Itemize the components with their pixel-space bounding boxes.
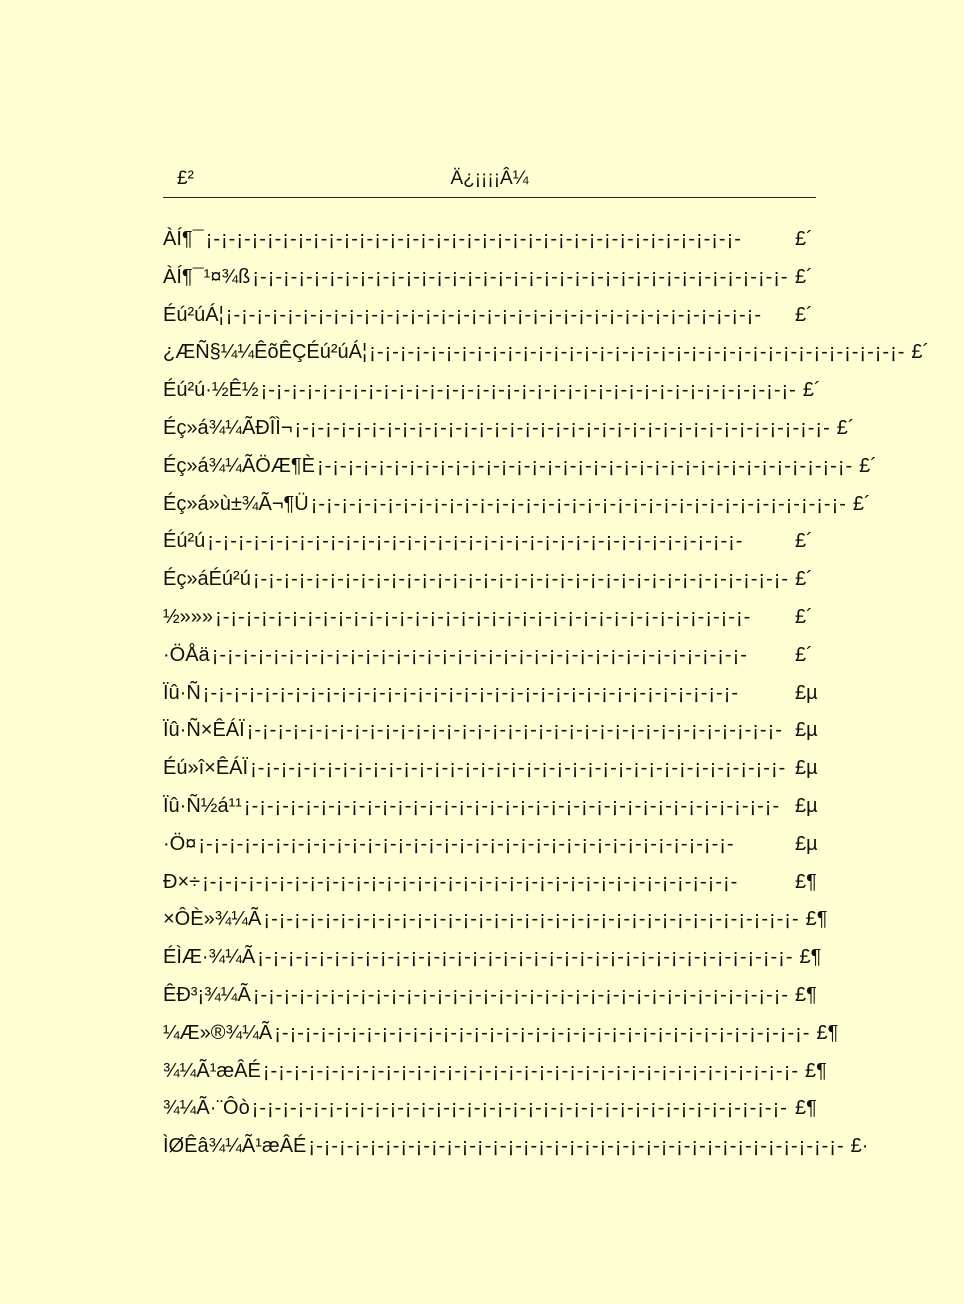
toc-entry-leader: ¡-¡-¡-¡-¡-¡-¡-¡-¡-¡-¡-¡-¡-¡-¡-¡-¡-¡-¡-¡-¡-¡-¡-¡-¡-¡-¡-¡-¡-¡-¡-¡-¡-¡-¡- xyxy=(198,832,735,855)
toc-entry[interactable] xyxy=(163,259,823,297)
toc-entry[interactable] xyxy=(163,864,823,902)
toc-entry-leader: ¡-¡-¡-¡-¡-¡-¡-¡-¡-¡-¡-¡-¡-¡-¡-¡-¡-¡-¡-¡-¡-¡-¡-¡-¡-¡-¡-¡-¡-¡-¡-¡-¡-¡-¡- xyxy=(211,643,748,666)
table-of-contents xyxy=(163,221,930,1166)
toc-entry-label: Ïû·Ñ xyxy=(163,681,201,704)
toc-entry-page-number: £¶ xyxy=(795,870,817,893)
toc-entry[interactable] xyxy=(163,599,823,637)
header-title: Ä¿¡¡¡¡Â¼ xyxy=(450,168,529,189)
toc-entry-label: Éú»î×ÊÁÏ xyxy=(163,757,249,780)
toc-entry-label: ¼Æ»®¾¼Ã xyxy=(163,1021,273,1044)
toc-entry[interactable] xyxy=(163,523,823,561)
toc-entry-label: ×ÔÈ»¾¼Ã xyxy=(163,908,262,931)
toc-entry-leader: ¡-¡-¡-¡-¡-¡-¡-¡-¡-¡-¡-¡-¡-¡-¡-¡-¡-¡-¡-¡-¡-¡-¡-¡-¡-¡-¡-¡-¡-¡-¡-¡-¡-¡-¡- xyxy=(252,265,789,288)
toc-entry[interactable] xyxy=(163,334,930,372)
toc-entry-page-number: £´ xyxy=(859,454,877,477)
toc-entry-label: ·Ö¤ xyxy=(163,832,197,855)
toc-entry[interactable] xyxy=(163,561,823,599)
toc-entry-page-number: £´ xyxy=(795,530,813,553)
toc-entry[interactable] xyxy=(163,750,823,788)
toc-entry-page-number: £´ xyxy=(802,379,821,402)
toc-entry-label: Éç»á¾¼ÃÐÎÌ¬ xyxy=(163,416,293,439)
toc-entry-page-number: £´ xyxy=(795,643,813,666)
toc-entry-leader: ¡-¡-¡-¡-¡-¡-¡-¡-¡-¡-¡-¡-¡-¡-¡-¡-¡-¡-¡-¡-¡-¡-¡-¡-¡-¡-¡-¡-¡-¡-¡-¡-¡-¡-¡- xyxy=(262,1059,800,1082)
toc-entry-leader: ¡-¡-¡-¡-¡-¡-¡-¡-¡-¡-¡-¡-¡-¡-¡-¡-¡-¡-¡-¡-¡-¡-¡-¡-¡-¡-¡-¡-¡-¡-¡-¡-¡-¡-¡- xyxy=(257,946,794,969)
toc-entry-page-number: £µ xyxy=(795,719,818,742)
toc-entry[interactable] xyxy=(163,712,823,750)
toc-entry-label: Éç»á¾¼ÃÖÆ¶È xyxy=(163,454,315,477)
toc-entry-page-number: £´ xyxy=(852,492,871,515)
toc-entry-leader: ¡-¡-¡-¡-¡-¡-¡-¡-¡-¡-¡-¡-¡-¡-¡-¡-¡-¡-¡-¡-¡-¡-¡-¡-¡-¡-¡-¡-¡-¡-¡-¡-¡-¡-¡- xyxy=(252,983,790,1006)
toc-entry-label: Ð×÷ xyxy=(163,870,201,893)
toc-entry[interactable] xyxy=(163,901,828,939)
toc-entry[interactable] xyxy=(163,1053,827,1091)
toc-entry-page-number: £· xyxy=(850,1135,869,1158)
toc-entry-leader: ¡-¡-¡-¡-¡-¡-¡-¡-¡-¡-¡-¡-¡-¡-¡-¡-¡-¡-¡-¡-¡-¡-¡-¡-¡-¡-¡-¡-¡-¡-¡-¡-¡-¡-¡- xyxy=(215,605,752,628)
toc-entry[interactable] xyxy=(163,675,823,713)
toc-entry-leader: ¡-¡-¡-¡-¡-¡-¡-¡-¡-¡-¡-¡-¡-¡-¡-¡-¡-¡-¡-¡-¡-¡-¡-¡-¡-¡-¡-¡-¡-¡-¡-¡-¡-¡-¡- xyxy=(316,454,854,477)
toc-entry-label: ½»»» xyxy=(163,605,214,628)
toc-entry[interactable] xyxy=(163,372,823,410)
toc-entry-page-number: £´ xyxy=(795,265,813,288)
toc-entry-leader: ¡-¡-¡-¡-¡-¡-¡-¡-¡-¡-¡-¡-¡-¡-¡-¡-¡-¡-¡-¡-¡-¡-¡-¡-¡-¡-¡-¡-¡-¡-¡-¡-¡-¡-¡- xyxy=(310,492,847,515)
toc-entry-page-number: £µ xyxy=(795,681,818,704)
toc-entry[interactable] xyxy=(163,977,823,1015)
toc-entry-page-number: £¶ xyxy=(805,908,828,931)
toc-entry-leader: ¡-¡-¡-¡-¡-¡-¡-¡-¡-¡-¡-¡-¡-¡-¡-¡-¡-¡-¡-¡-¡-¡-¡-¡-¡-¡-¡-¡-¡-¡-¡-¡-¡-¡-¡- xyxy=(263,908,800,931)
toc-entry-page-number: £µ xyxy=(795,794,818,817)
toc-entry-leader: ¡-¡-¡-¡-¡-¡-¡-¡-¡-¡-¡-¡-¡-¡-¡-¡-¡-¡-¡-¡-¡-¡-¡-¡-¡-¡-¡-¡-¡-¡-¡-¡-¡-¡-¡- xyxy=(205,228,742,250)
toc-entry[interactable] xyxy=(163,486,871,524)
toc-entry-leader: ¡-¡-¡-¡-¡-¡-¡-¡-¡-¡-¡-¡-¡-¡-¡-¡-¡-¡-¡-¡-¡-¡-¡-¡-¡-¡-¡-¡-¡-¡-¡-¡-¡-¡-¡- xyxy=(251,1097,788,1120)
toc-entry-page-number: £´ xyxy=(795,568,813,591)
toc-entry-leader: ¡-¡-¡-¡-¡-¡-¡-¡-¡-¡-¡-¡-¡-¡-¡-¡-¡-¡-¡-¡-¡-¡-¡-¡-¡-¡-¡-¡-¡-¡-¡-¡-¡-¡-¡- xyxy=(202,681,740,704)
toc-entry-label: ÀÍ¶¯ xyxy=(163,228,204,250)
toc-entry-leader: ¡-¡-¡-¡-¡-¡-¡-¡-¡-¡-¡-¡-¡-¡-¡-¡-¡-¡-¡-¡-¡-¡-¡-¡-¡-¡-¡-¡-¡-¡-¡-¡-¡-¡-¡- xyxy=(252,568,790,591)
toc-entry-page-number: £¶ xyxy=(816,1021,839,1044)
toc-entry-leader: ¡-¡-¡-¡-¡-¡-¡-¡-¡-¡-¡-¡-¡-¡-¡-¡-¡-¡-¡-¡-¡-¡-¡-¡-¡-¡-¡-¡-¡-¡-¡-¡-¡-¡-¡- xyxy=(250,757,787,780)
toc-entry-page-number: £´ xyxy=(795,228,813,250)
toc-entry-page-number: £´ xyxy=(795,303,813,326)
toc-entry[interactable] xyxy=(163,826,823,864)
toc-entry[interactable] xyxy=(163,410,855,448)
toc-entry-page-number: £´ xyxy=(836,416,855,439)
page-header xyxy=(163,166,816,198)
toc-entry-label: ÀÍ¶¯¹¤¾ß xyxy=(163,265,251,288)
toc-entry[interactable] xyxy=(163,1090,823,1128)
toc-entry[interactable] xyxy=(163,1128,869,1166)
toc-entry-label: Éç»áÉú²ú xyxy=(163,568,251,591)
toc-entry-leader: ¡-¡-¡-¡-¡-¡-¡-¡-¡-¡-¡-¡-¡-¡-¡-¡-¡-¡-¡-¡-¡-¡-¡-¡-¡-¡-¡-¡-¡-¡-¡-¡-¡-¡-¡- xyxy=(246,719,783,742)
toc-entry-page-number: £´ xyxy=(795,605,813,628)
page-number: £² xyxy=(177,168,194,189)
toc-entry[interactable] xyxy=(163,788,823,826)
toc-entry-leader: ¡-¡-¡-¡-¡-¡-¡-¡-¡-¡-¡-¡-¡-¡-¡-¡-¡-¡-¡-¡-¡-¡-¡-¡-¡-¡-¡-¡-¡-¡-¡-¡-¡-¡-¡- xyxy=(202,870,739,893)
toc-entry[interactable] xyxy=(163,939,823,977)
toc-entry-page-number: £¶ xyxy=(795,983,817,1006)
toc-entry-page-number: £´ xyxy=(911,341,930,364)
toc-entry-leader: ¡-¡-¡-¡-¡-¡-¡-¡-¡-¡-¡-¡-¡-¡-¡-¡-¡-¡-¡-¡-¡-¡-¡-¡-¡-¡-¡-¡-¡-¡-¡-¡-¡-¡-¡- xyxy=(225,303,762,326)
toc-entry-page-number: £¶ xyxy=(799,946,822,969)
toc-entry-label: Ïû·Ñ×ÊÁÏ xyxy=(163,719,245,742)
toc-entry-leader: ¡-¡-¡-¡-¡-¡-¡-¡-¡-¡-¡-¡-¡-¡-¡-¡-¡-¡-¡-¡-¡-¡-¡-¡-¡-¡-¡-¡-¡-¡-¡-¡-¡-¡-¡- xyxy=(207,530,744,553)
toc-entry-label: ·ÖÅä xyxy=(163,643,210,666)
toc-entry-leader: ¡-¡-¡-¡-¡-¡-¡-¡-¡-¡-¡-¡-¡-¡-¡-¡-¡-¡-¡-¡-¡-¡-¡-¡-¡-¡-¡-¡-¡-¡-¡-¡-¡-¡-¡- xyxy=(274,1021,811,1044)
toc-entry-page-number: £¶ xyxy=(795,1097,817,1120)
toc-entry-label: ¾¼Ã·¨Ôò xyxy=(163,1097,250,1120)
toc-entry-label: Éú²ú·½Ê½ xyxy=(163,379,259,402)
toc-entry-label: Éú²úÁ¦ xyxy=(163,303,224,326)
toc-entry-leader: ¡-¡-¡-¡-¡-¡-¡-¡-¡-¡-¡-¡-¡-¡-¡-¡-¡-¡-¡-¡-¡-¡-¡-¡-¡-¡-¡-¡-¡-¡-¡-¡-¡-¡-¡- xyxy=(260,379,797,402)
toc-entry[interactable] xyxy=(163,637,823,675)
toc-entry-label: ÌØÊâ¾¼Ã¹æÂÉ xyxy=(163,1135,307,1158)
toc-entry-label: ÊÐ³¡¾¼Ã xyxy=(163,983,251,1006)
toc-entry[interactable] xyxy=(163,1015,839,1053)
toc-entry-label: ¿ÆÑ§¼¼ÊõÊÇÉú²úÁ¦ xyxy=(163,341,368,364)
toc-entry-page-number: £µ xyxy=(795,757,818,780)
toc-entry-label: Éç»á»ù±¾Ã¬¶Ü xyxy=(163,492,309,515)
toc-entry-leader: ¡-¡-¡-¡-¡-¡-¡-¡-¡-¡-¡-¡-¡-¡-¡-¡-¡-¡-¡-¡-¡-¡-¡-¡-¡-¡-¡-¡-¡-¡-¡-¡-¡-¡-¡- xyxy=(243,794,781,817)
toc-entry-label: Éú²ú xyxy=(163,530,206,553)
toc-entry-label: ÉÌÆ·¾¼Ã xyxy=(163,946,256,969)
toc-entry-label: Ïû·Ñ½á¹¹ xyxy=(163,794,242,817)
toc-entry[interactable] xyxy=(163,221,823,259)
toc-entry[interactable] xyxy=(163,448,877,486)
toc-entry-leader: ¡-¡-¡-¡-¡-¡-¡-¡-¡-¡-¡-¡-¡-¡-¡-¡-¡-¡-¡-¡-¡-¡-¡-¡-¡-¡-¡-¡-¡-¡-¡-¡-¡-¡-¡- xyxy=(294,416,831,439)
toc-entry[interactable] xyxy=(163,297,823,335)
toc-entry-leader: ¡-¡-¡-¡-¡-¡-¡-¡-¡-¡-¡-¡-¡-¡-¡-¡-¡-¡-¡-¡-¡-¡-¡-¡-¡-¡-¡-¡-¡-¡-¡-¡-¡-¡-¡- xyxy=(369,341,906,364)
toc-entry-leader: ¡-¡-¡-¡-¡-¡-¡-¡-¡-¡-¡-¡-¡-¡-¡-¡-¡-¡-¡-¡-¡-¡-¡-¡-¡-¡-¡-¡-¡-¡-¡-¡-¡-¡-¡- xyxy=(308,1135,845,1158)
toc-entry-page-number: £µ xyxy=(795,832,818,855)
toc-entry-label: ¾¼Ã¹æÂÉ xyxy=(163,1059,261,1082)
toc-entry-page-number: £¶ xyxy=(805,1059,827,1082)
